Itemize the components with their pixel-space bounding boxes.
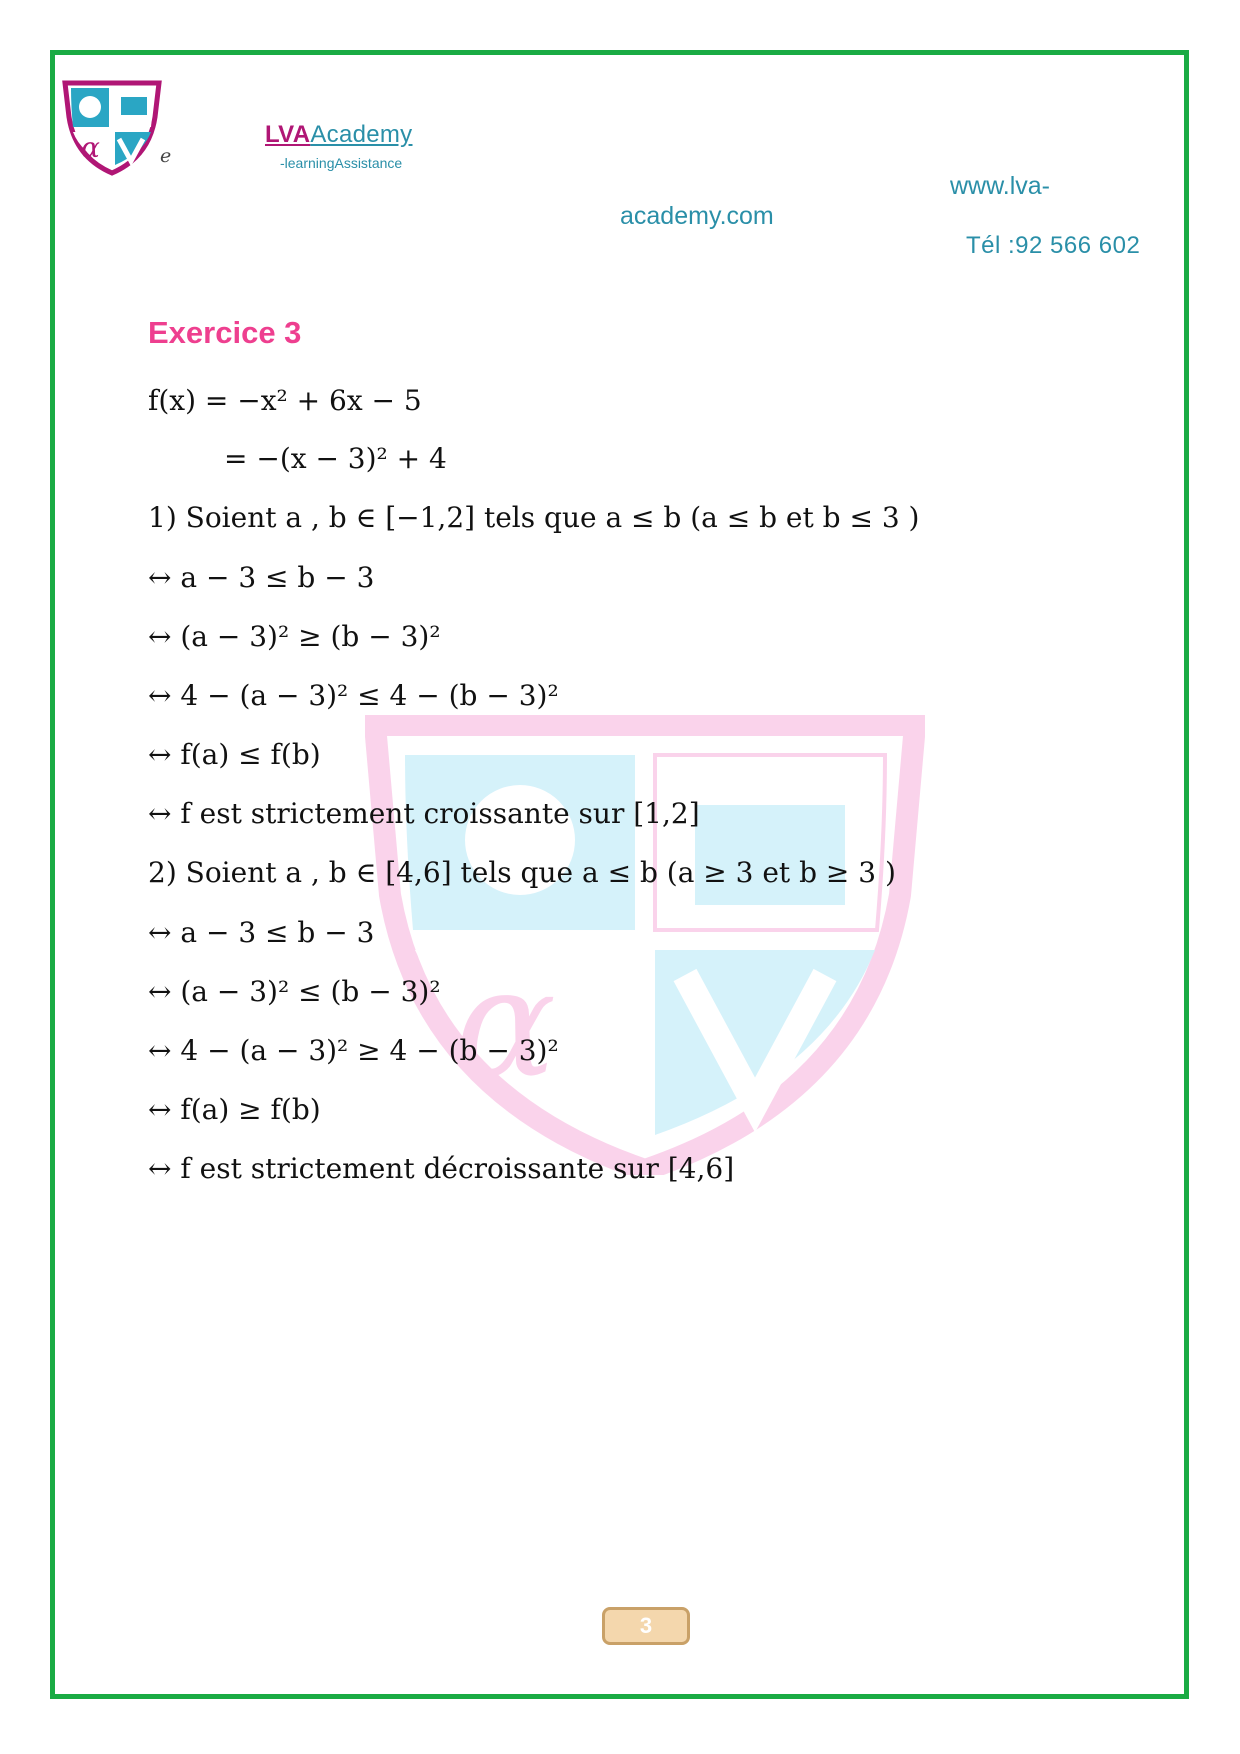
step-line: ↔ (a − 3)² ≥ (b − 3)²: [148, 620, 441, 653]
step-line: ↔ (a − 3)² ≤ (b − 3)²: [148, 975, 441, 1008]
step-line: 2) Soient a , b ∈ [4,6] tels que a ≤ b (a ≥ 3 et b ≥ 3 ): [148, 856, 896, 889]
brand-tagline: -learningAssistance: [280, 155, 403, 171]
conclusion-line: ↔ f est strictement décroissante sur [4,6]: [148, 1152, 735, 1185]
step-line: ↔ 4 − (a − 3)² ≥ 4 − (b − 3)²: [148, 1034, 559, 1067]
website-link-part1[interactable]: www.lva-: [950, 172, 1051, 200]
equation-line: f(x) = −x² + 6x − 5: [148, 384, 422, 417]
brand-academy: Academy: [310, 121, 413, 148]
step-line: ↔ 4 − (a − 3)² ≤ 4 − (b − 3)²: [148, 679, 559, 712]
brand-lva: LVA: [265, 121, 311, 148]
conclusion-line: ↔ f est strictement croissante sur [1,2]: [148, 797, 700, 830]
exercise-title: Exercice 3: [148, 315, 302, 350]
equation-line: = −(x − 3)² + 4: [224, 442, 447, 475]
website-link-part2[interactable]: academy.com: [620, 202, 774, 230]
brand-name: [265, 121, 413, 149]
svg-text:α: α: [81, 131, 100, 164]
lva-logo-icon: [57, 77, 167, 177]
step-line: ↔ f(a) ≤ f(b): [148, 738, 321, 771]
watermark-logo-icon: [365, 715, 925, 1175]
step-line: ↔ f(a) ≥ f(b): [148, 1093, 321, 1126]
step-line: 1) Soient a , b ∈ [−1,2] tels que a ≤ b (a ≤ b et b ≤ 3 ): [148, 501, 920, 534]
step-line: ↔ a − 3 ≤ b − 3: [148, 916, 375, 949]
page-number-badge: 3: [602, 1607, 690, 1645]
step-line: ↔ a − 3 ≤ b − 3: [148, 561, 375, 594]
logo-letter: e: [160, 145, 172, 167]
svg-text:α: α: [455, 937, 557, 1111]
phone-number: Tél :92 566 602: [966, 232, 1141, 259]
